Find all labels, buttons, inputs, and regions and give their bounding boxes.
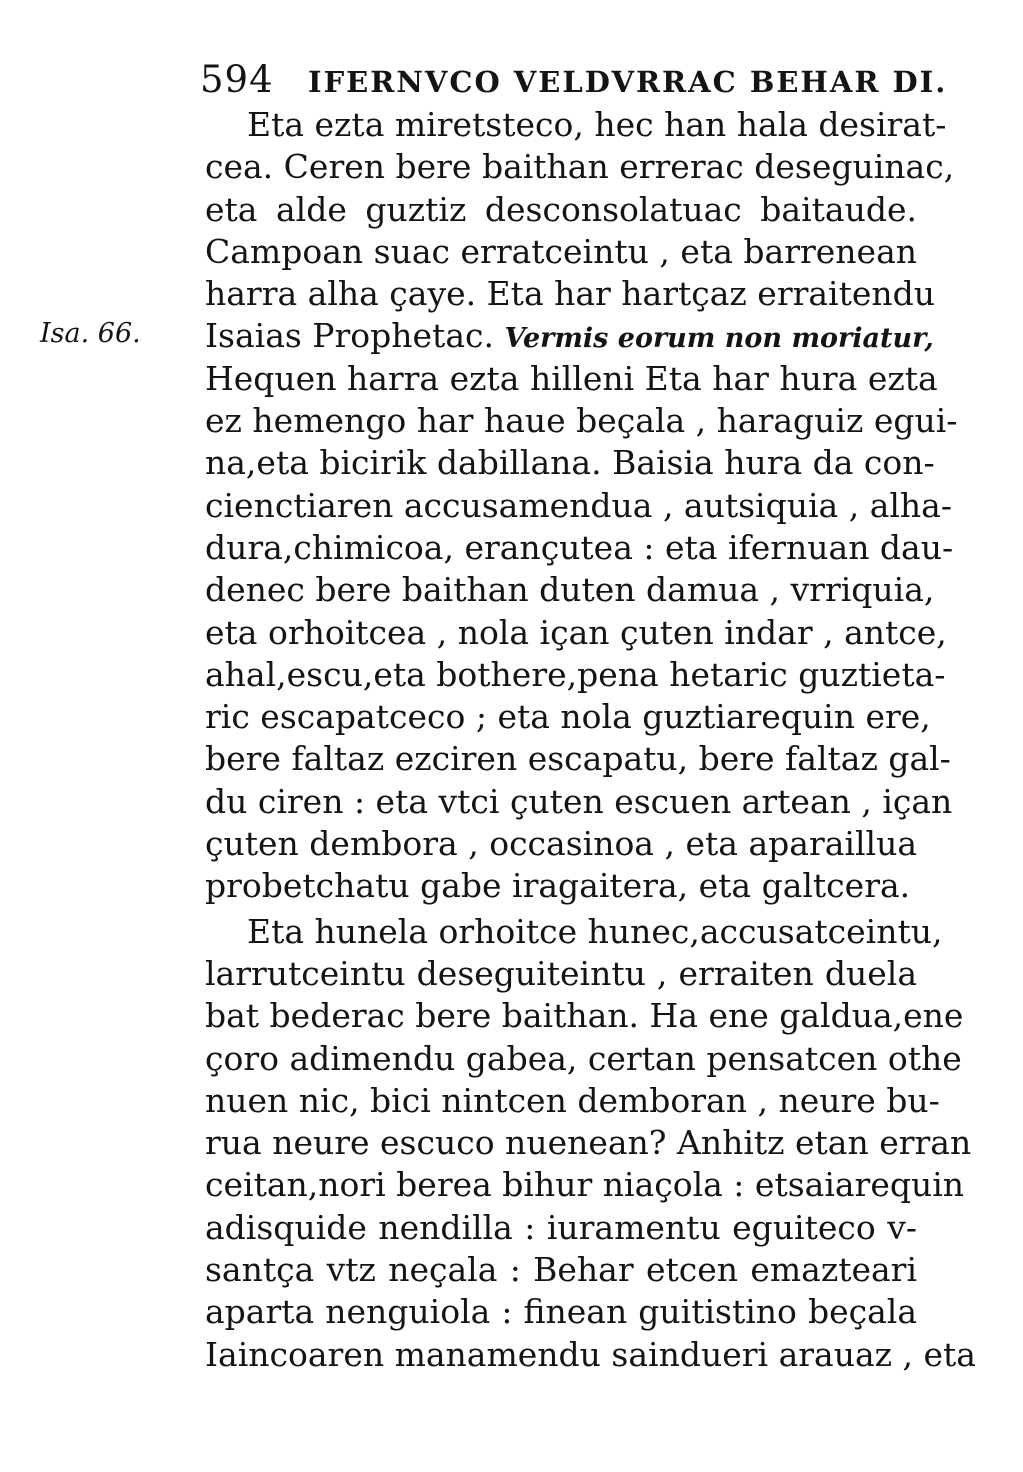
text-line: harra alha çaye. Eta har hartçaz erraitendu — [205, 274, 936, 314]
page-number: 594 — [200, 58, 274, 101]
running-title: IFERNVCO VELDVRRAC BEHAR DI. — [308, 65, 948, 99]
text-line: du ciren : eta vtci çuten escuen artean , içan — [205, 781, 953, 821]
text-line-with-quote — [205, 315, 934, 357]
text-line: na,eta bicirik dabillana. Baisia hura da con- — [205, 443, 935, 483]
text-line: Eta hunela orhoitce hunec,accusatceintu, — [247, 911, 943, 951]
text-line: santça vtz neçala : Behar etcen emazteari — [205, 1250, 917, 1290]
text-line: Iaincoaren manamendu saindueri arauaz , eta — [205, 1334, 976, 1374]
text-line: aparta nenguiola : finean guitistino beçala — [205, 1292, 917, 1332]
text-line: dura,chimicoa, erançutea : eta ifernuan dau- — [205, 527, 954, 567]
text-line: cienctiaren accusamendua , autsiquia , alha- — [205, 485, 952, 525]
text-line: eta alde guztiz desconsolatuac baitaude. — [205, 189, 917, 229]
text-line: denec bere baithan duten damua , vrriquia, — [205, 570, 935, 610]
text-line: rua neure escuco nuenean? Anhitz etan erran — [205, 1123, 972, 1163]
text-line: adisquide nendilla : iuramentu eguiteco v- — [205, 1207, 917, 1247]
text-line: Hequen harra ezta hilleni Eta har hura ezta — [205, 358, 938, 398]
latin-quotation: Vermis eorum non moriatur, — [504, 323, 934, 355]
text-line: Campoan suac erratceintu , eta barrenean — [205, 231, 917, 271]
text-line: nuen nic, bici nintcen demboran , neure bu- — [205, 1080, 940, 1120]
text-line: çoro adimendu gabea, certan pensatcen othe — [205, 1038, 962, 1078]
text-line: ric escapatceco ; eta nola guztiarequin ere, — [205, 697, 931, 737]
text-line: bere faltaz ezciren escapatu, bere faltaz gal- — [205, 739, 951, 779]
text-line: larrutceintu deseguiteintu , erraiten duela — [205, 953, 917, 993]
text-line: cea. Ceren bere baithan errerac deseguinac, — [205, 147, 955, 187]
prophet-attribution: Isaias Prophetac. — [205, 316, 494, 356]
text-line: ceitan,nori berea bihur niaçola : etsaiarequin — [205, 1165, 965, 1205]
text-line: çuten dembora , occasinoa , eta aparaillua — [205, 824, 917, 864]
running-head — [200, 54, 948, 106]
text-line: Eta ezta miretsteco, hec han hala desirat- — [247, 105, 947, 144]
body-text — [205, 104, 976, 1376]
text-line: ahal,escu,eta bothere,pena hetaric guztieta- — [205, 654, 946, 694]
text-line: eta orhoitcea , nola içan çuten indar , antce, — [205, 612, 947, 652]
text-line: probetchatu gabe iragaitera, eta galtcera. — [205, 866, 911, 906]
text-line: bat bederac bere baithan. Ha ene galdua,ene — [205, 996, 964, 1036]
text-line: ez hemengo har haue beçala , haraguiz egui- — [205, 401, 958, 441]
margin-note: Isa. 66. — [40, 318, 141, 349]
